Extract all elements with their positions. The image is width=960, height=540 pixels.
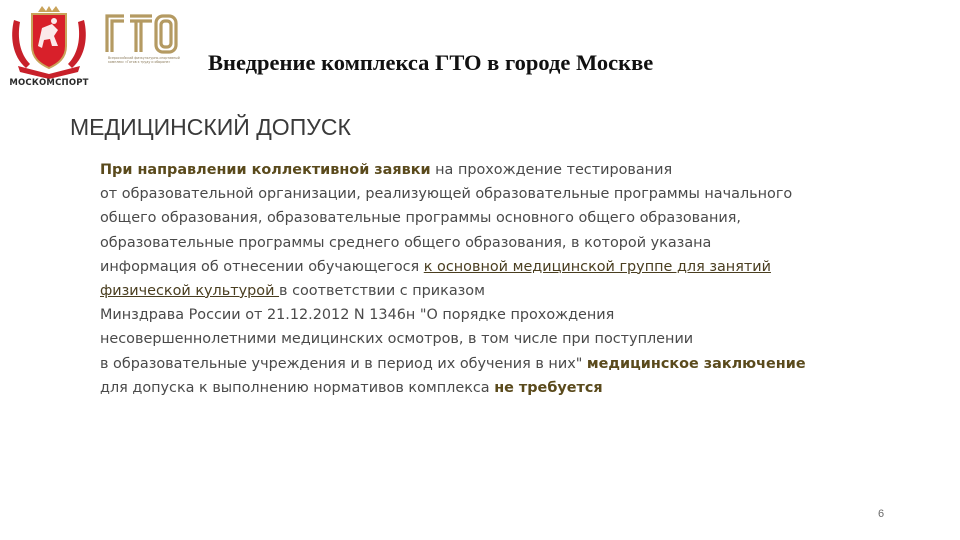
- moskomsport-logo: [8, 6, 90, 94]
- underlined-text: к основной медицинской группе для занятий: [423, 258, 771, 275]
- body-paragraph: [100, 158, 920, 400]
- moscow-emblem-icon: [8, 6, 90, 80]
- emphasis-text: При направлении коллективной заявки: [100, 162, 431, 178]
- body-line: [100, 376, 920, 400]
- gto-mark-icon: [104, 12, 180, 54]
- underlined-text: физической культурой: [100, 282, 280, 299]
- body-line: Минздрава России от 21.12.2012 N 1346н "О порядке прохождения: [100, 307, 615, 324]
- body-line: образовательные программы среднего общего образования, в которой указана: [100, 234, 712, 251]
- gto-logo: [104, 12, 184, 86]
- moskomsport-caption: МОСКОМСПОРТ: [9, 78, 89, 88]
- body-line: от образовательной организации, реализующей образовательные программы начального: [100, 186, 793, 203]
- body-text: информация об отнесении обучающегося: [100, 258, 424, 275]
- body-text: в образовательные учреждения и в период их обучения в них": [100, 355, 587, 372]
- body-text: на прохождение тестирования: [430, 162, 673, 178]
- emphasis-text: медицинское заключение: [586, 355, 806, 372]
- section-heading: МЕДИЦИНСКИЙ ДОПУСК: [70, 114, 351, 140]
- body-line: общего образования, образовательные программы основного общего образования,: [100, 210, 741, 227]
- body-line: [100, 255, 920, 279]
- gto-caption: Всероссийский физкультурно-спортивный комплекс «Готов к труду и обороне»: [108, 56, 180, 64]
- body-text: в соответствии с приказом: [279, 282, 485, 299]
- body-line: [100, 279, 920, 303]
- body-line: несовершеннолетними медицинских осмотров, в том числе при поступлении: [100, 331, 694, 348]
- page-number: 6: [878, 508, 885, 520]
- body-line: [100, 352, 920, 376]
- emphasis-text: не требуется: [494, 379, 603, 396]
- body-line: [100, 158, 920, 182]
- slide-title: Внедрение комплекса ГТО в городе Москве: [208, 50, 654, 75]
- body-text: для допуска к выполнению нормативов комплекса: [100, 379, 495, 396]
